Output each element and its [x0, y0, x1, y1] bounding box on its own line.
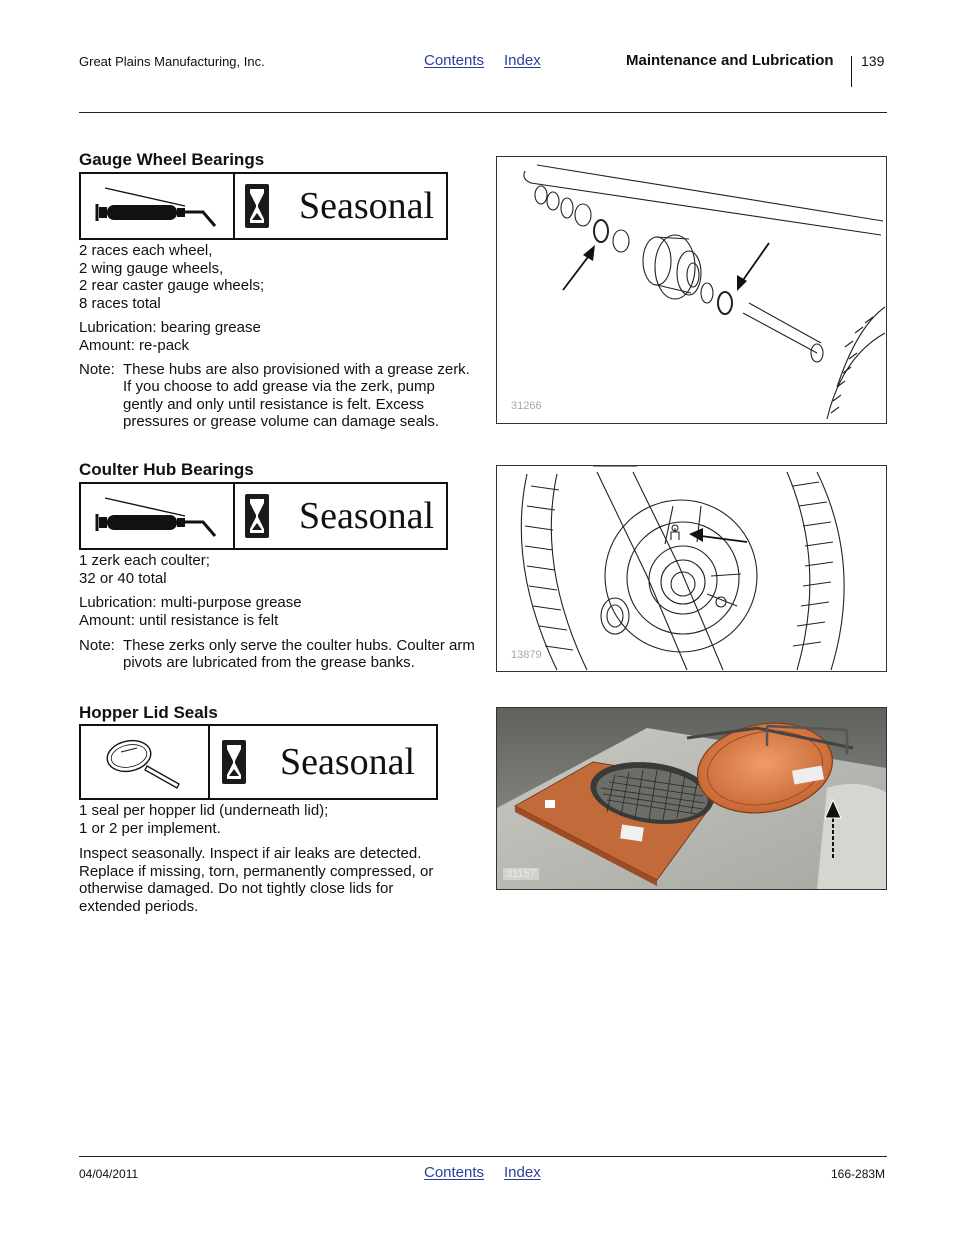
page-number: 139 [861, 53, 885, 69]
lubrication-type: Lubrication: bearing grease [79, 319, 261, 336]
gauge-wheel-details [79, 242, 264, 312]
seasonal-interval [210, 726, 436, 798]
detail-line: 32 or 40 total [79, 569, 167, 587]
detail-line: 8 races total [79, 294, 161, 312]
coulter-hub-details [79, 552, 210, 587]
inspect-interval-box [79, 724, 438, 800]
coulter-hub-bearings-heading: Coulter Hub Bearings [79, 460, 254, 479]
seasonal-label: Seasonal [280, 741, 416, 783]
header-index-link[interactable]: Index [504, 52, 541, 69]
hopper-lid-photo [496, 707, 887, 890]
detail-line: 1 zerk each coulter; [79, 552, 210, 569]
detail-line: 2 rear caster gauge wheels; [79, 277, 265, 294]
header-divider [851, 56, 852, 87]
coulter-hub-lubrication [79, 594, 302, 629]
lubrication-type: Lubrication: multi-purpose grease [79, 594, 302, 611]
figure-number: 13879 [511, 649, 542, 661]
hourglass-icon [245, 184, 269, 228]
footer-index-link[interactable]: Index [504, 1164, 541, 1181]
gauge-wheel-hub-figure [496, 156, 887, 424]
gauge-wheel-lubrication [79, 319, 261, 354]
lubrication-amount: Amount: until resistance is felt [79, 611, 279, 629]
lube-interval-box [79, 172, 448, 240]
footer-rule [79, 1156, 887, 1157]
coulter-hub-figure [496, 465, 887, 672]
hourglass-icon [245, 494, 269, 538]
hopper-lid-instructions [79, 845, 459, 915]
magnifying-glass-icon [81, 726, 210, 798]
detail-line: 2 races each wheel, [79, 242, 213, 259]
figure-number: 31266 [511, 400, 542, 412]
detail-line: 1 or 2 per implement. [79, 819, 221, 837]
hopper-lid-details [79, 802, 328, 837]
hopper-lid-seals-heading: Hopper Lid Seals [79, 703, 218, 722]
note-text: These hubs are also provisioned with a grease zerk. If you choose to add grease via the zerk, pump gently and only until resistance is felt. Excess pressures or grease volume can damage seals. [123, 361, 470, 430]
grease-gun-icon [81, 174, 235, 238]
header-rule [79, 112, 887, 113]
note-text: These zerks only serve the coulter hubs. Coulter arm pivots are lubricated from the grease banks. [123, 637, 475, 672]
company-name: Great Plains Manufacturing, Inc. [79, 54, 265, 69]
note-label: Note: [79, 361, 115, 378]
gauge-wheel-bearings-heading: Gauge Wheel Bearings [79, 150, 265, 169]
seasonal-interval [235, 174, 446, 238]
footer-date: 04/04/2011 [79, 1167, 139, 1181]
seasonal-label: Seasonal [299, 495, 435, 537]
detail-line: 2 wing gauge wheels, [79, 259, 224, 277]
document-number: 166-283M [831, 1167, 886, 1181]
gauge-wheel-note [79, 361, 474, 430]
section-title: Maintenance and Lubrication [626, 52, 834, 69]
lubrication-amount: Amount: re-pack [79, 336, 190, 354]
hourglass-icon [222, 740, 246, 784]
figure-number: 31157 [503, 868, 539, 880]
seasonal-label: Seasonal [299, 185, 435, 227]
lube-interval-box [79, 482, 448, 550]
coulter-hub-note [79, 637, 479, 672]
footer-contents-link[interactable]: Contents [424, 1164, 485, 1181]
note-label: Note: [79, 637, 115, 654]
header-contents-link[interactable]: Contents [424, 52, 485, 69]
inspection-paragraph: Inspect seasonally. Inspect if air leaks are detected. Replace if missing, torn, permanently compressed, or otherwise damaged. Do not tightly close lids for extended periods. [79, 845, 434, 915]
detail-line: 1 seal per hopper lid (underneath lid); [79, 802, 329, 819]
grease-gun-icon [81, 484, 235, 548]
seasonal-interval [235, 484, 446, 548]
